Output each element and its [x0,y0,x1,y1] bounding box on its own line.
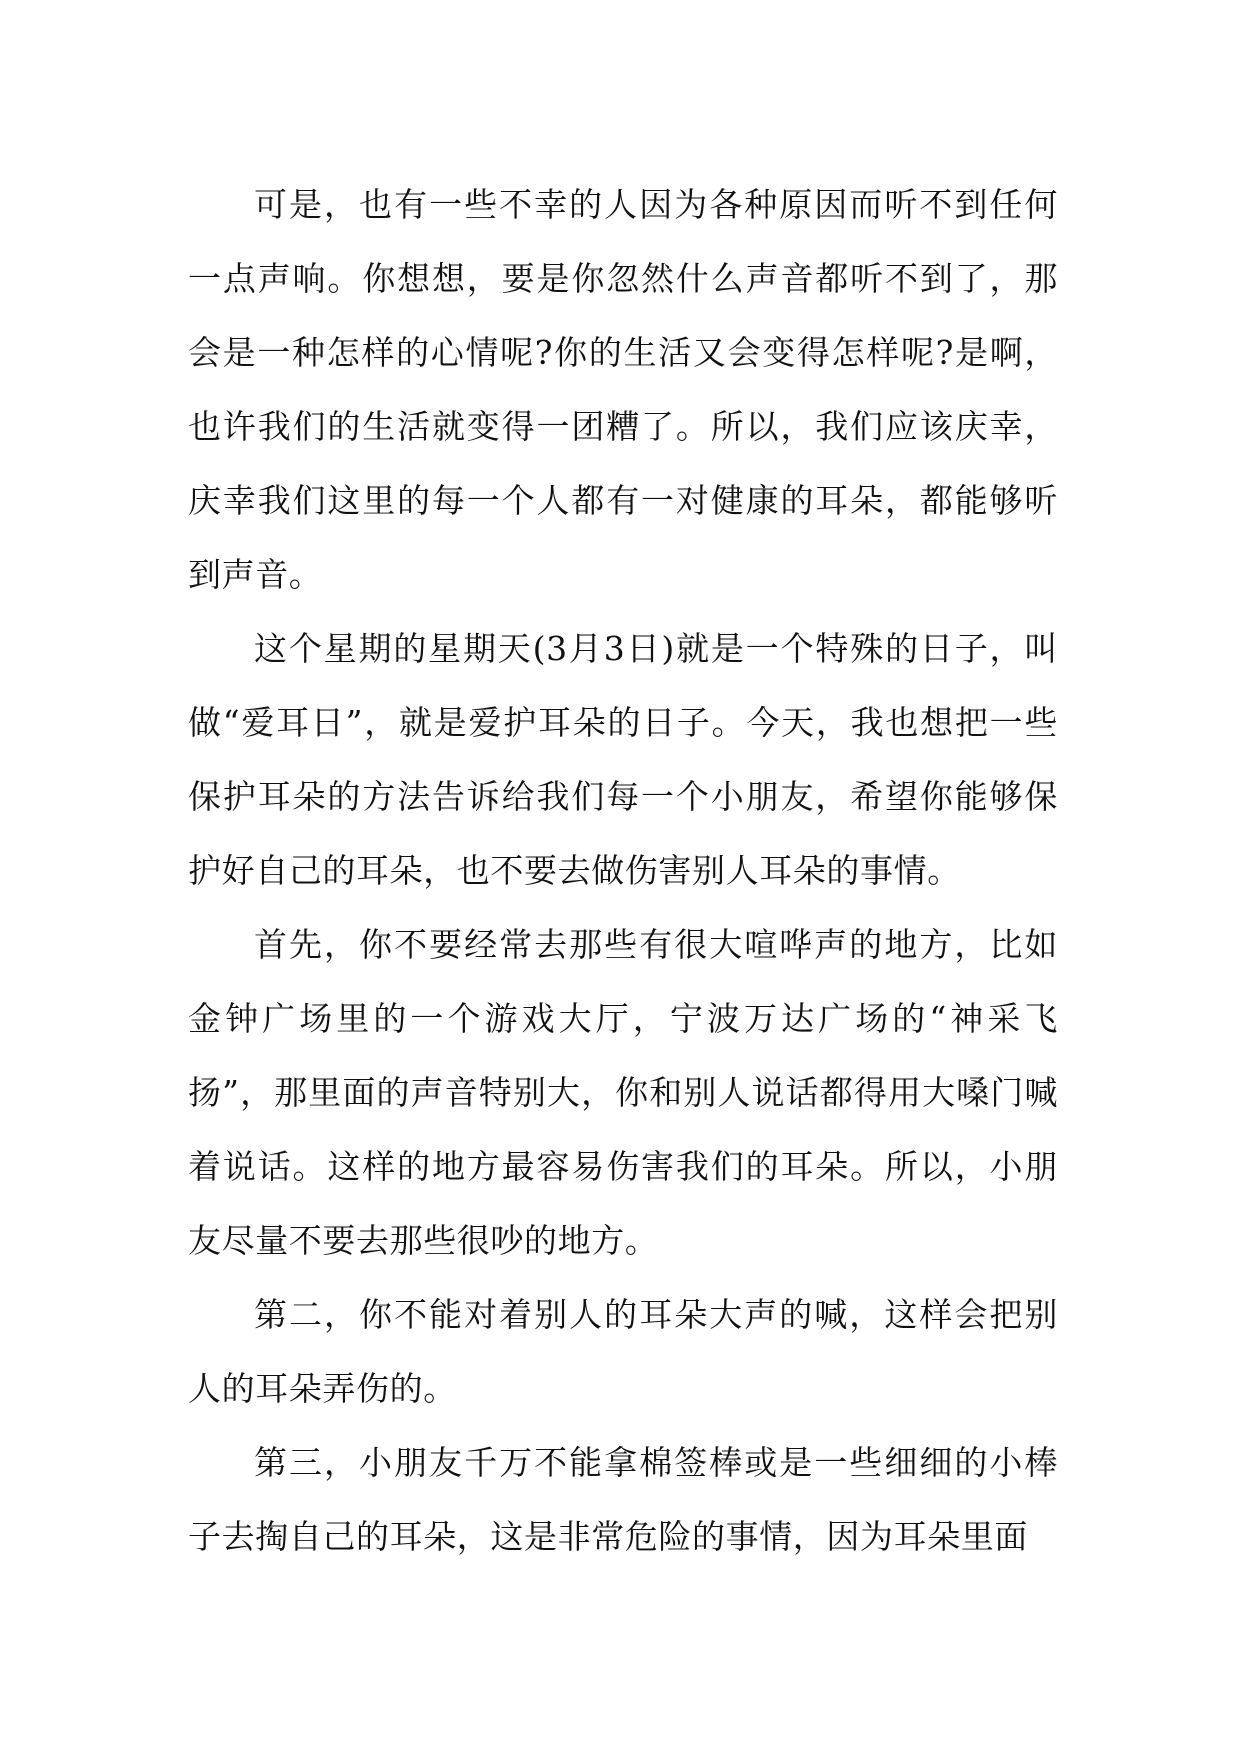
document-body [188,168,1058,1574]
paragraph-3: 首先，你不要经常去那些有很大喧哗声的地方，比如金钟广场里的一个游戏大厅，宁波万达广场的“神采飞扬”，那里面的声音特别大，你和别人说话都得用大嗓门喊着说话。这样的地方最容易伤害我们的耳朵。所以，小朋友尽量不要去那些很吵的地方。 [188,925,1058,1260]
paragraph-5: 第三，小朋友千万不能拿棉签棒或是一些细细的小棒子去掏自己的耳朵，这是非常危险的事情，因为耳朵里面 [188,1443,1058,1556]
paragraph-4: 第二，你不能对着别人的耳朵大声的喊，这样会把别人的耳朵弄伤的。 [188,1295,1058,1408]
paragraph-2: 这个星期的星期天(3月3日)就是一个特殊的日子，叫做“爱耳日”，就是爱护耳朵的日子。今天，我也想把一些保护耳朵的方法告诉给我们每一个小朋友，希望你能够保护好自己的耳朵，也不要去做伤害别人耳朵的事情。 [188,629,1058,890]
paragraph-1: 可是，也有一些不幸的人因为各种原因而听不到任何一点声响。你想想，要是你忽然什么声音都听不到了，那会是一种怎样的心情呢?你的生活又会变得怎样呢?是啊，也许我们的生活就变得一团糟了。所以，我们应该庆幸，庆幸我们这里的每一个人都有一对健康的耳朵，都能够听到声音。 [188,185,1058,594]
